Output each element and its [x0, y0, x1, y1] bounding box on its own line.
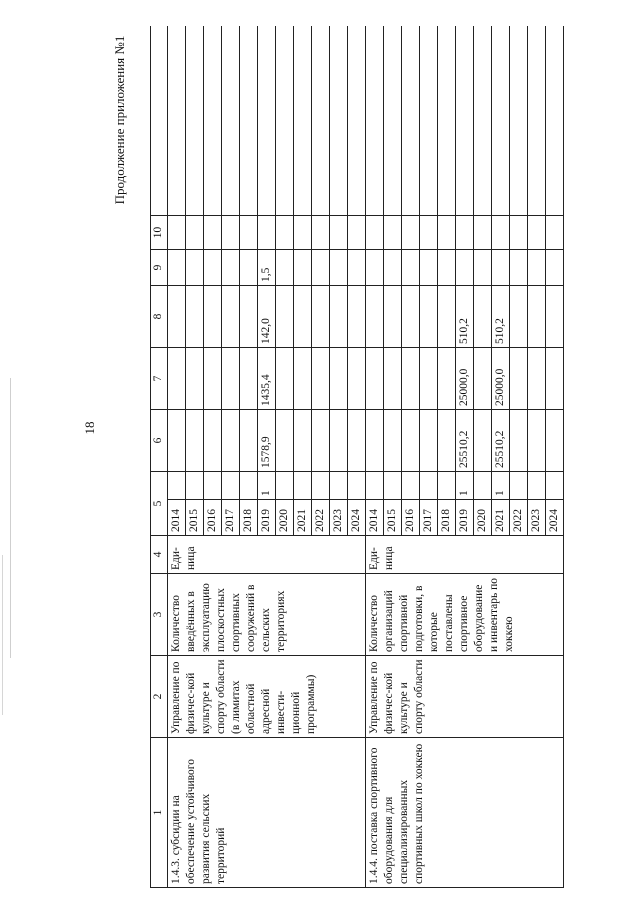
- value-cell-c6: [276, 410, 294, 472]
- year-cell: 2017: [222, 500, 240, 536]
- year-cell: 2022: [510, 500, 528, 536]
- empty-cell: [348, 26, 366, 216]
- value-cell-c10: [240, 216, 258, 250]
- rotated-table-container: [150, 26, 620, 888]
- value-cell-c8: [312, 286, 330, 348]
- column-header-1: 1: [151, 738, 168, 888]
- value-cell-c9: [294, 250, 312, 286]
- value-cell-c7: [186, 348, 204, 410]
- empty-cell: [528, 26, 546, 216]
- value-cell-c6: [294, 410, 312, 472]
- empty-cell: [330, 26, 348, 216]
- value-cell-c6: 25510,2: [456, 410, 474, 472]
- value-cell-c9: [366, 250, 384, 286]
- value-cell-c6: [528, 410, 546, 472]
- value-cell-c6: [186, 410, 204, 472]
- value-cell-c8: [474, 286, 492, 348]
- value-cell-c10: [420, 216, 438, 250]
- value-cell-c7: [312, 348, 330, 410]
- value-cell-c10: [204, 216, 222, 250]
- value-cell-c5: [474, 472, 492, 500]
- value-cell-c5: [348, 472, 366, 500]
- column-header-10: 10: [151, 216, 168, 250]
- value-cell-c10: [330, 216, 348, 250]
- value-cell-c10: [438, 216, 456, 250]
- empty-cell: [222, 26, 240, 216]
- value-cell-c5: [276, 472, 294, 500]
- value-cell-c9: [168, 250, 186, 286]
- value-cell-c10: [294, 216, 312, 250]
- value-cell-c7: [168, 348, 186, 410]
- value-cell-c10: [510, 216, 528, 250]
- column-header-9: 9: [151, 250, 168, 286]
- value-cell-c5: [330, 472, 348, 500]
- page-number: 18: [82, 421, 97, 435]
- value-cell-c8: [510, 286, 528, 348]
- empty-cell: [204, 26, 222, 216]
- value-cell-c9: [276, 250, 294, 286]
- value-cell-c7: [528, 348, 546, 410]
- empty-cell: [384, 26, 402, 216]
- value-cell-c9: [204, 250, 222, 286]
- table-row: [366, 26, 384, 888]
- value-cell-c9: [240, 250, 258, 286]
- table-row: [168, 26, 186, 888]
- value-cell-c7: [330, 348, 348, 410]
- value-cell-c8: [204, 286, 222, 348]
- value-cell-c5: [366, 472, 384, 500]
- value-cell-c6: [348, 410, 366, 472]
- empty-cell: [294, 26, 312, 216]
- column-header-7: 7: [151, 348, 168, 410]
- value-cell-c8: [384, 286, 402, 348]
- value-cell-c10: [456, 216, 474, 250]
- value-cell-c6: [222, 410, 240, 472]
- value-cell-c6: [168, 410, 186, 472]
- value-cell-c9: [420, 250, 438, 286]
- value-cell-c7: [438, 348, 456, 410]
- empty-cell: [492, 26, 510, 216]
- unit-cell: Еди-ница: [366, 536, 564, 574]
- program-table: [150, 26, 564, 888]
- value-cell-c6: [204, 410, 222, 472]
- value-cell-c8: [438, 286, 456, 348]
- year-cell: 2018: [438, 500, 456, 536]
- value-cell-c5: [402, 472, 420, 500]
- year-cell: 2016: [402, 500, 420, 536]
- value-cell-c8: [276, 286, 294, 348]
- value-cell-c9: [312, 250, 330, 286]
- value-cell-c7: [474, 348, 492, 410]
- value-cell-c5: [528, 472, 546, 500]
- empty-cell: [366, 26, 384, 216]
- value-cell-c9: [384, 250, 402, 286]
- value-cell-c8: 510,2: [492, 286, 510, 348]
- year-cell: 2024: [348, 500, 366, 536]
- value-cell-c7: [222, 348, 240, 410]
- empty-cell: [168, 26, 186, 216]
- value-cell-c5: [294, 472, 312, 500]
- value-cell-c8: [366, 286, 384, 348]
- value-cell-c6: [546, 410, 564, 472]
- value-cell-c10: [546, 216, 564, 250]
- column-header-2: 2: [151, 656, 168, 738]
- value-cell-c5: [384, 472, 402, 500]
- year-cell: 2021: [492, 500, 510, 536]
- value-cell-c5: [168, 472, 186, 500]
- column-header-extra: [151, 26, 168, 216]
- value-cell-c10: [168, 216, 186, 250]
- value-cell-c7: 1435,4: [258, 348, 276, 410]
- value-cell-c6: 25510,2: [492, 410, 510, 472]
- value-cell-c7: [420, 348, 438, 410]
- indicator-cell: Количество введённых в эксплуатацию плоскостных спортивных сооружений в сельских территориях: [168, 574, 366, 656]
- value-cell-c7: [276, 348, 294, 410]
- value-cell-c9: [474, 250, 492, 286]
- empty-cell: [456, 26, 474, 216]
- year-cell: 2023: [528, 500, 546, 536]
- value-cell-c6: [438, 410, 456, 472]
- program-cell: 1.4.3. субсидии на обеспечение устойчивого развития сельских территорий: [168, 738, 366, 888]
- year-cell: 2019: [456, 500, 474, 536]
- value-cell-c9: [348, 250, 366, 286]
- value-cell-c9: [456, 250, 474, 286]
- unit-cell: Еди-ница: [168, 536, 366, 574]
- year-cell: 2015: [186, 500, 204, 536]
- value-cell-c10: [222, 216, 240, 250]
- scan-edge-mark: [10, 378, 11, 658]
- year-cell: 2018: [240, 500, 258, 536]
- value-cell-c7: [546, 348, 564, 410]
- value-cell-c8: [186, 286, 204, 348]
- value-cell-c8: [294, 286, 312, 348]
- value-cell-c10: [186, 216, 204, 250]
- value-cell-c6: [240, 410, 258, 472]
- value-cell-c8: [240, 286, 258, 348]
- scan-edge-mark: [2, 555, 3, 715]
- value-cell-c5: 1: [456, 472, 474, 500]
- value-cell-c10: [276, 216, 294, 250]
- column-header-4: 4: [151, 536, 168, 574]
- year-cell: 2016: [204, 500, 222, 536]
- table-frame: [150, 26, 620, 888]
- column-header-5: 5: [151, 472, 168, 536]
- value-cell-c5: [240, 472, 258, 500]
- value-cell-c5: 1: [492, 472, 510, 500]
- value-cell-c8: [528, 286, 546, 348]
- year-cell: 2023: [330, 500, 348, 536]
- year-cell: 2022: [312, 500, 330, 536]
- value-cell-c10: [258, 216, 276, 250]
- empty-cell: [420, 26, 438, 216]
- empty-cell: [546, 26, 564, 216]
- indicator-cell: Количество организаций спортивной подготовки, в которые поставлены спортивное оборудование и инвентарь по хоккею: [366, 574, 564, 656]
- value-cell-c9: [438, 250, 456, 286]
- year-cell: 2015: [384, 500, 402, 536]
- year-cell: 2024: [546, 500, 564, 536]
- value-cell-c8: [420, 286, 438, 348]
- value-cell-c8: [546, 286, 564, 348]
- value-cell-c6: 1578,9: [258, 410, 276, 472]
- column-header-3: 3: [151, 574, 168, 656]
- value-cell-c7: [204, 348, 222, 410]
- value-cell-c6: [384, 410, 402, 472]
- value-cell-c5: [438, 472, 456, 500]
- year-cell: 2014: [366, 500, 384, 536]
- value-cell-c10: [474, 216, 492, 250]
- value-cell-c7: [402, 348, 420, 410]
- value-cell-c8: 142,0: [258, 286, 276, 348]
- value-cell-c7: [366, 348, 384, 410]
- program-cell: 1.4.4. поставка спортивного оборудования для специализированных спортивных школ по хоккею: [366, 738, 564, 888]
- value-cell-c8: [330, 286, 348, 348]
- value-cell-c10: [366, 216, 384, 250]
- empty-cell: [258, 26, 276, 216]
- value-cell-c9: 1,5: [258, 250, 276, 286]
- value-cell-c5: [186, 472, 204, 500]
- value-cell-c7: [510, 348, 528, 410]
- value-cell-c5: [546, 472, 564, 500]
- value-cell-c8: [348, 286, 366, 348]
- value-cell-c8: [222, 286, 240, 348]
- value-cell-c7: 25000,0: [492, 348, 510, 410]
- year-cell: 2020: [474, 500, 492, 536]
- value-cell-c9: [510, 250, 528, 286]
- value-cell-c7: [294, 348, 312, 410]
- year-cell: 2021: [294, 500, 312, 536]
- value-cell-c10: [348, 216, 366, 250]
- value-cell-c9: [528, 250, 546, 286]
- empty-cell: [240, 26, 258, 216]
- value-cell-c10: [384, 216, 402, 250]
- value-cell-c5: [222, 472, 240, 500]
- empty-cell: [510, 26, 528, 216]
- value-cell-c9: [402, 250, 420, 286]
- value-cell-c6: [366, 410, 384, 472]
- value-cell-c9: [330, 250, 348, 286]
- executor-cell: Управление по физичес-кой культуре и спорту области (в лимитах областной адресной инвести-ционной программы): [168, 656, 366, 738]
- value-cell-c6: [402, 410, 420, 472]
- value-cell-c6: [312, 410, 330, 472]
- value-cell-c6: [510, 410, 528, 472]
- value-cell-c5: [420, 472, 438, 500]
- value-cell-c9: [186, 250, 204, 286]
- empty-cell: [402, 26, 420, 216]
- year-cell: 2014: [168, 500, 186, 536]
- value-cell-c10: [312, 216, 330, 250]
- column-header-8: 8: [151, 286, 168, 348]
- value-cell-c5: [312, 472, 330, 500]
- empty-cell: [438, 26, 456, 216]
- year-cell: 2019: [258, 500, 276, 536]
- value-cell-c10: [402, 216, 420, 250]
- value-cell-c10: [528, 216, 546, 250]
- year-cell: 2020: [276, 500, 294, 536]
- appendix-note: Продолжение приложения №1: [112, 35, 127, 205]
- value-cell-c8: [402, 286, 420, 348]
- empty-cell: [312, 26, 330, 216]
- value-cell-c6: [474, 410, 492, 472]
- empty-cell: [276, 26, 294, 216]
- value-cell-c8: 510,2: [456, 286, 474, 348]
- value-cell-c7: [240, 348, 258, 410]
- value-cell-c9: [222, 250, 240, 286]
- value-cell-c5: 1: [258, 472, 276, 500]
- value-cell-c9: [546, 250, 564, 286]
- column-header-6: 6: [151, 410, 168, 472]
- column-number-row: [151, 26, 168, 888]
- value-cell-c9: [492, 250, 510, 286]
- value-cell-c8: [168, 286, 186, 348]
- value-cell-c10: [492, 216, 510, 250]
- executor-cell: Управление по физичес-кой культуре и спорту области: [366, 656, 564, 738]
- value-cell-c7: [384, 348, 402, 410]
- empty-cell: [186, 26, 204, 216]
- value-cell-c7: 25000,0: [456, 348, 474, 410]
- value-cell-c7: [348, 348, 366, 410]
- value-cell-c6: [330, 410, 348, 472]
- value-cell-c6: [420, 410, 438, 472]
- empty-cell: [474, 26, 492, 216]
- value-cell-c5: [510, 472, 528, 500]
- year-cell: 2017: [420, 500, 438, 536]
- value-cell-c5: [204, 472, 222, 500]
